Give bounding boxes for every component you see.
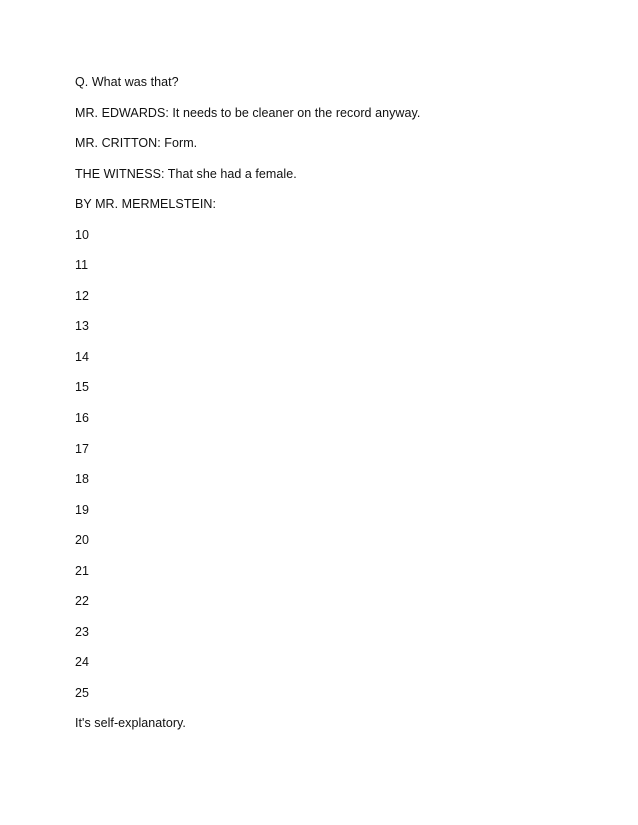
line-number: 23 [75, 624, 90, 639]
critton-objection: MR. CRITTON: Form. [75, 136, 198, 151]
line-number: 12 [75, 288, 90, 303]
line-number: 18 [75, 472, 90, 487]
line-number: 13 [75, 319, 90, 334]
line-number: 24 [75, 655, 90, 670]
line-number: 19 [75, 502, 90, 517]
line-number: 17 [75, 441, 90, 456]
line-number: 11 [75, 258, 89, 273]
examiner-heading: BY MR. MERMELSTEIN: [75, 197, 217, 212]
line-number: 20 [75, 533, 90, 548]
transcript-lines [75, 72, 420, 744]
line-number: 22 [75, 594, 90, 609]
question-line: Q. What was that? [75, 75, 179, 89]
line-number: 15 [75, 380, 90, 395]
line-number: 16 [75, 411, 90, 426]
line-number: 14 [75, 349, 90, 364]
line-number: 10 [75, 227, 90, 242]
edwards-statement: MR. EDWARDS: It needs to be cleaner on the record anyway. [75, 105, 421, 120]
closing-remark: It's self-explanatory. [75, 716, 186, 731]
line-number: 21 [75, 563, 90, 578]
line-number: 25 [75, 685, 90, 700]
witness-answer: THE WITNESS: That she had a female. [75, 166, 297, 181]
